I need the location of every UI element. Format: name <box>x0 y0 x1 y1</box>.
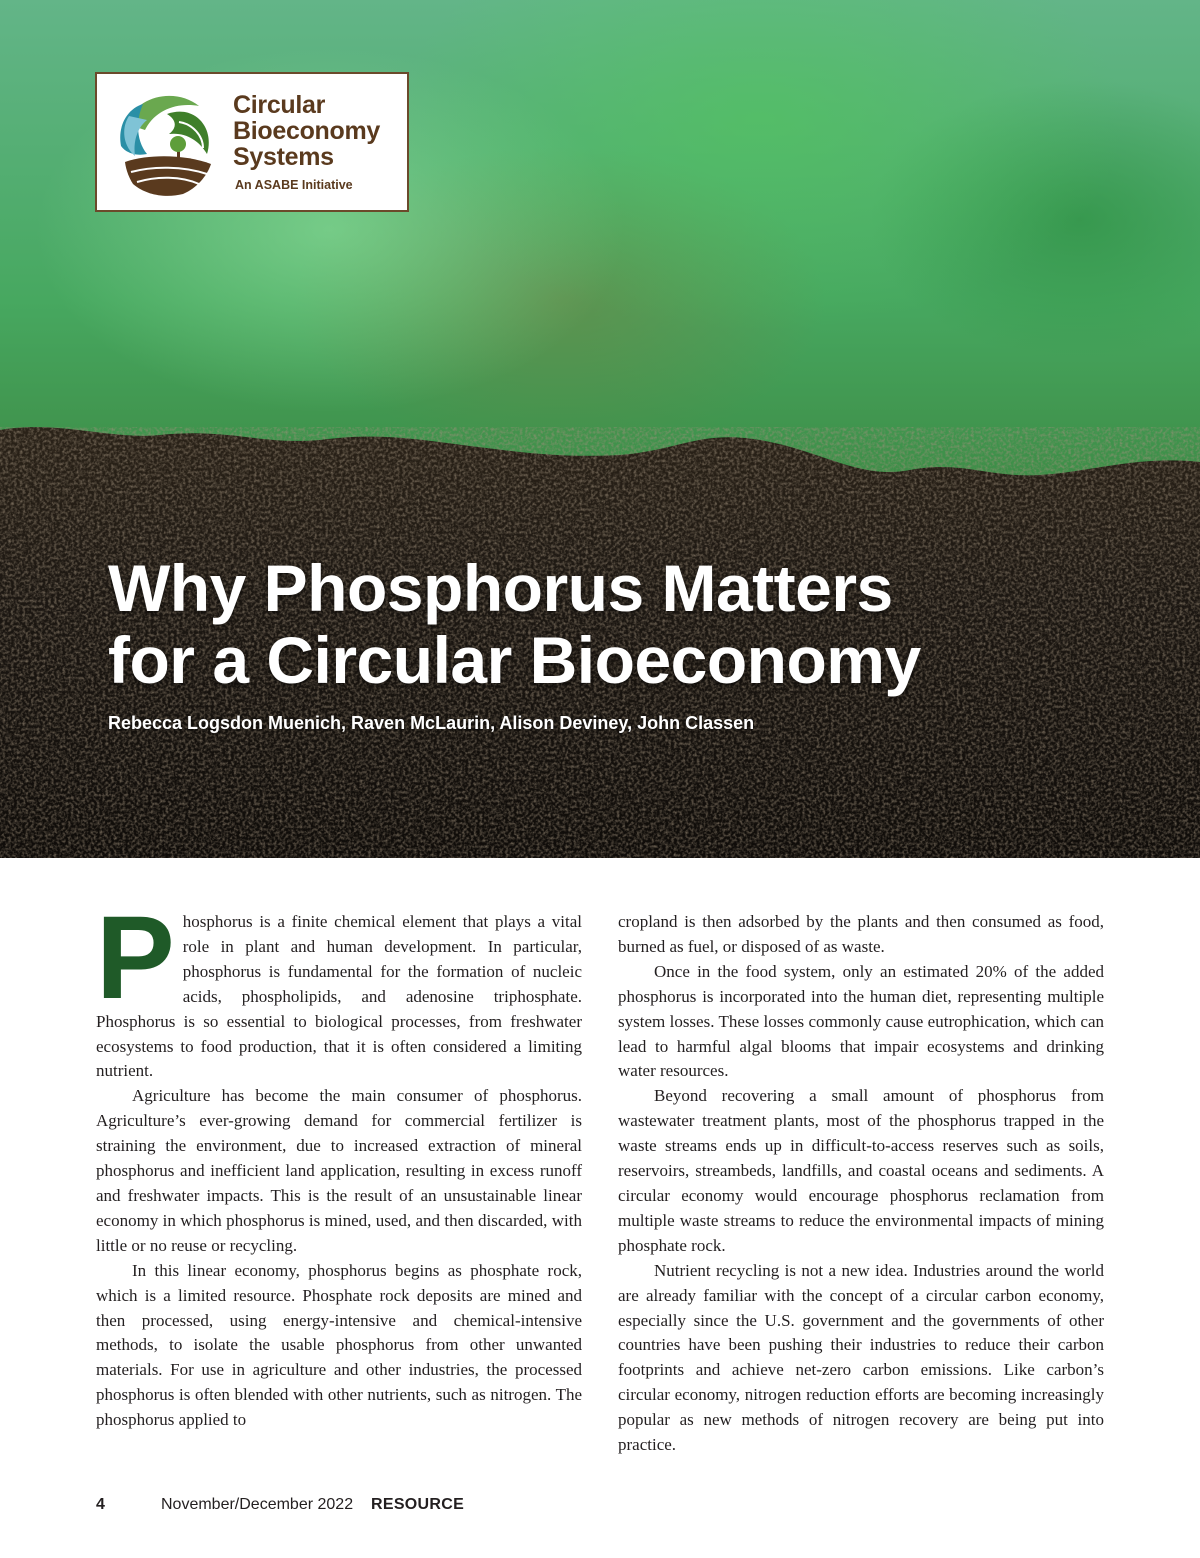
paragraph-intro-text: hosphorus is a finite chemical element that plays a vital role in plant and human development. In particular, phosphorus is fundamental for the formation of nucleic acids, phospholipids, and adenosine triphosphate. Phosphorus is so essential to biological processes, from freshwater ecosystems to food production, that it is often considered a limiting nutrient. <box>96 912 582 1081</box>
logo-line-systems: Systems <box>233 143 334 171</box>
logo-subline: An ASABE Initiative <box>235 178 353 192</box>
logo-circular-bioeconomy <box>95 72 409 212</box>
paragraph-nutrient-recycling: Nutrient recycling is not a new idea. Industries around the world are already familiar with the concept of a circular carbon economy, especially since the U.S. government and the governments of other countries have been pushing their industries to reduce their carbon footprints and achieve net-zero carbon emissions. Like carbon’s circular economy, nitrogen reduction efforts are becoming increasingly popular as new methods of nitrogen recovery are being put into practice. <box>618 1260 1104 1455</box>
article-authors: Rebecca Logsdon Muenich, Raven McLaurin, Alison Deviney, John Classen <box>108 713 755 733</box>
article-column-left <box>96 892 582 1433</box>
drop-cap: P <box>96 892 175 1024</box>
paragraph-linear-economy: In this linear economy, phosphorus begins as phosphate rock, which is a limited resource. Phosphate rock deposits are mined and then processed, using energy-intensive and chemical-intensive methods, to isolate the usable phosphorus from other unwanted materials. For use in agriculture and other industries, the processed phosphorus is often blended with other nutrients, such as nitrogen. The phosphorus applied to <box>96 1260 582 1430</box>
magazine-name: RESOURCE <box>371 1496 465 1513</box>
paragraph-agriculture: Agriculture has become the main consumer of phosphorus. Agriculture’s ever-growing demand for commercial fertilizer is straining the environment, due to increased extraction of mineral phosphorus and inefficient land application, resulting in excess runoff and freshwater impacts. This is the result of an unsustainable linear economy in which phosphorus is mined, used, and then discarded, with little or no reuse or recycling. <box>96 1086 582 1255</box>
title-line-1: Why Phosphorus Matters <box>108 551 893 625</box>
paragraph-cropland: cropland is then adsorbed by the plants and then consumed as food, burned as fuel, or disposed of as waste. <box>618 912 1104 956</box>
issue-date: November/December 2022 <box>161 1496 354 1513</box>
paragraph-recovery: Beyond recovering a small amount of phosphorus from wastewater treatment plants, most of the phosphorus trapped in the waste streams ends up in difficult-to-access reserves such as soils, reservoirs, streambeds, landfills, and coastal oceans and sediments. A circular economy would encourage phosphorus reclamation from multiple waste streams to reduce the environmental impacts of mining phosphate rock. <box>618 1086 1104 1255</box>
paragraph-intro <box>96 892 582 1084</box>
bioeconomy-emblem-icon <box>107 84 225 202</box>
page-number: 4 <box>96 1496 105 1513</box>
title-line-2: for a Circular Bioeconomy <box>108 623 921 697</box>
article-title <box>108 552 921 696</box>
logo-wordmark <box>233 92 380 170</box>
logo-line-bioeconomy: Bioeconomy <box>233 117 381 145</box>
logo-line-circular: Circular <box>233 91 326 119</box>
paragraph-food-system: Once in the food system, only an estimated 20% of the added phosphorus is incorporated into the human diet, representing multiple system losses. These losses commonly cause eutrophication, which can lead to harmful algal blooms that impair ecosystems and drinking water resources. <box>618 961 1104 1081</box>
article-column-right <box>618 910 1104 1458</box>
